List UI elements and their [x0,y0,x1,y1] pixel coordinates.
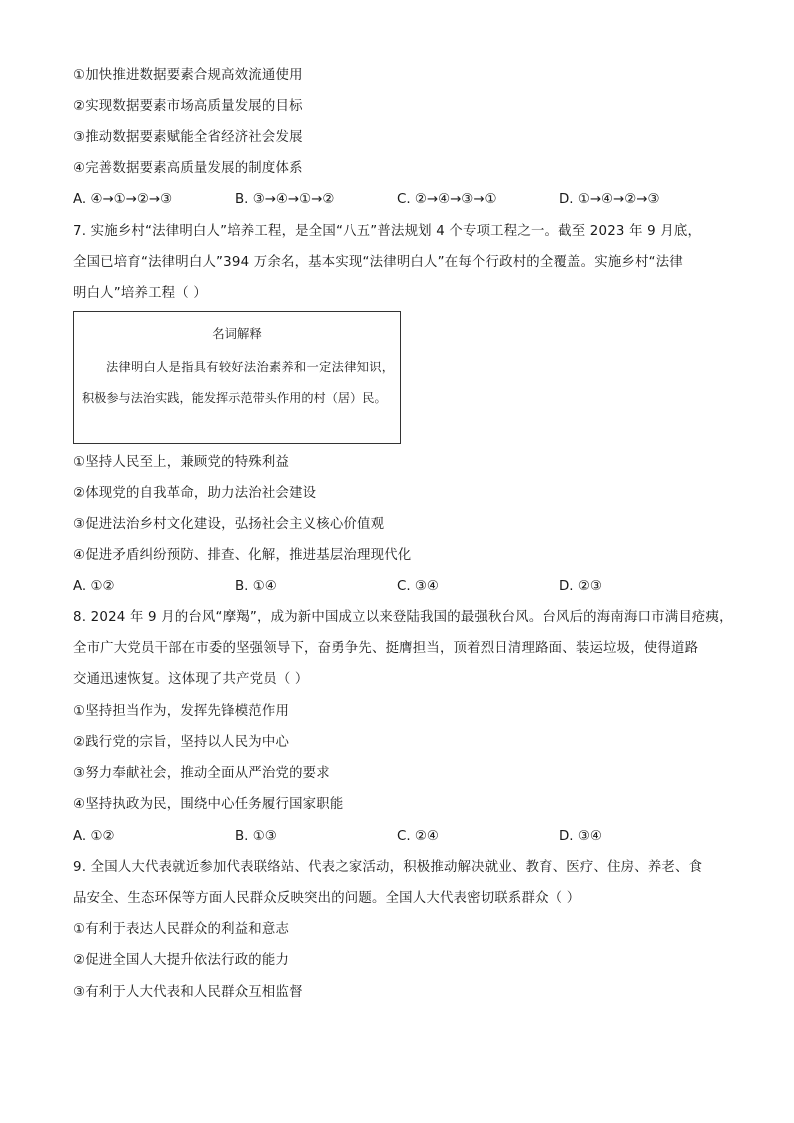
q7-options [73,577,733,597]
q6-option-a: A. ④→①→②→③ [73,192,173,207]
q6-item-4: ④完善数据要素高质量发展的制度体系 [73,161,303,176]
q7-option-a: A. ①② [73,579,115,594]
q9-item-3: ③有利于人大代表和人民群众互相监督 [73,985,303,1000]
q6-options [73,190,733,210]
q7-option-b: B. ①④ [235,579,277,594]
q8-options [73,827,733,847]
q7-stem-line-3: 明白人”培养工程（ ） [73,286,207,301]
q7-stem-line-2: 全国已培育“法律明白人”394 万余名，基本实现“法律明白人”在每个行政村的全覆盖。实施乡村“法律 [73,255,683,270]
q8-stem-line-1: 8. 2024 年 9 月的台风“摩羯”，成为新中国成立以来登陆我国的最强秋台风。台风后的海南海口市满目疮痍， [73,610,733,625]
q8-stem-line-2: 全市广大党员干部在市委的坚强领导下，奋勇争先、挺膺担当，顶着烈日清理路面、装运垃圾，使得道路 [73,641,699,656]
q6-option-d: D. ①→④→②→③ [559,192,660,207]
q6-option-c: C. ②→④→③→① [397,192,497,207]
q8-stem-line-3: 交通迅速恢复。这体现了共产党员（ ） [73,672,309,687]
q9-stem-line-2: 品安全、生态环保等方面人民群众反映突出的问题。全国人大代表密切联系群众（ ） [73,891,581,906]
q6-item-2: ②实现数据要素市场高质量发展的目标 [73,99,303,114]
q7-item-3: ③促进法治乡村文化建设，弘扬社会主义核心价值观 [73,517,385,532]
definition-title: 名词解释 [212,326,262,341]
q8-item-4: ④坚持执政为民，围绕中心任务履行国家职能 [73,797,344,812]
q7-item-4: ④促进矛盾纠纷预防、排查、化解，推进基层治理现代化 [73,548,412,563]
definition-text: 法律明白人是指具有较好法治素养和一定法律知识，积极参与法治实践，能发挥示范带头作用的村（居）民。 [82,360,394,405]
q8-item-3: ③努力奉献社会，推动全面从严治党的要求 [73,766,330,781]
q8-option-b: B. ①③ [235,829,277,844]
q8-item-2: ②践行党的宗旨，坚持以人民为中心 [73,735,290,750]
q8-option-a: A. ①② [73,829,115,844]
q8-option-c: C. ②④ [397,829,439,844]
q8-option-d: D. ③④ [559,829,602,844]
q6-item-3: ③推动数据要素赋能全省经济社会发展 [73,130,303,145]
q9-item-2: ②促进全国人大提升依法行政的能力 [73,953,290,968]
q6-option-b: B. ③→④→①→② [235,192,335,207]
q9-stem-line-1: 9. 全国人大代表就近参加代表联络站、代表之家活动，积极推动解决就业、教育、医疗、住房、养老、食 [73,860,703,875]
q7-option-d: D. ②③ [559,579,602,594]
q7-item-1: ①坚持人民至上，兼顾党的特殊利益 [73,455,290,470]
q7-option-c: C. ③④ [397,579,439,594]
q8-item-1: ①坚持担当作为，发挥先锋模范作用 [73,704,290,719]
q7-stem-line-1: 7. 实施乡村“法律明白人”培养工程，是全国“八五”普法规划 4 个专项工程之一。截至 2023 年 9 月底， [73,224,702,239]
q7-item-2: ②体现党的自我革命，助力法治社会建设 [73,486,317,501]
definition-box [73,311,401,444]
q6-item-1: ①加快推进数据要素合规高效流通使用 [73,68,303,83]
q9-item-1: ①有利于表达人民群众的利益和意志 [73,922,290,937]
